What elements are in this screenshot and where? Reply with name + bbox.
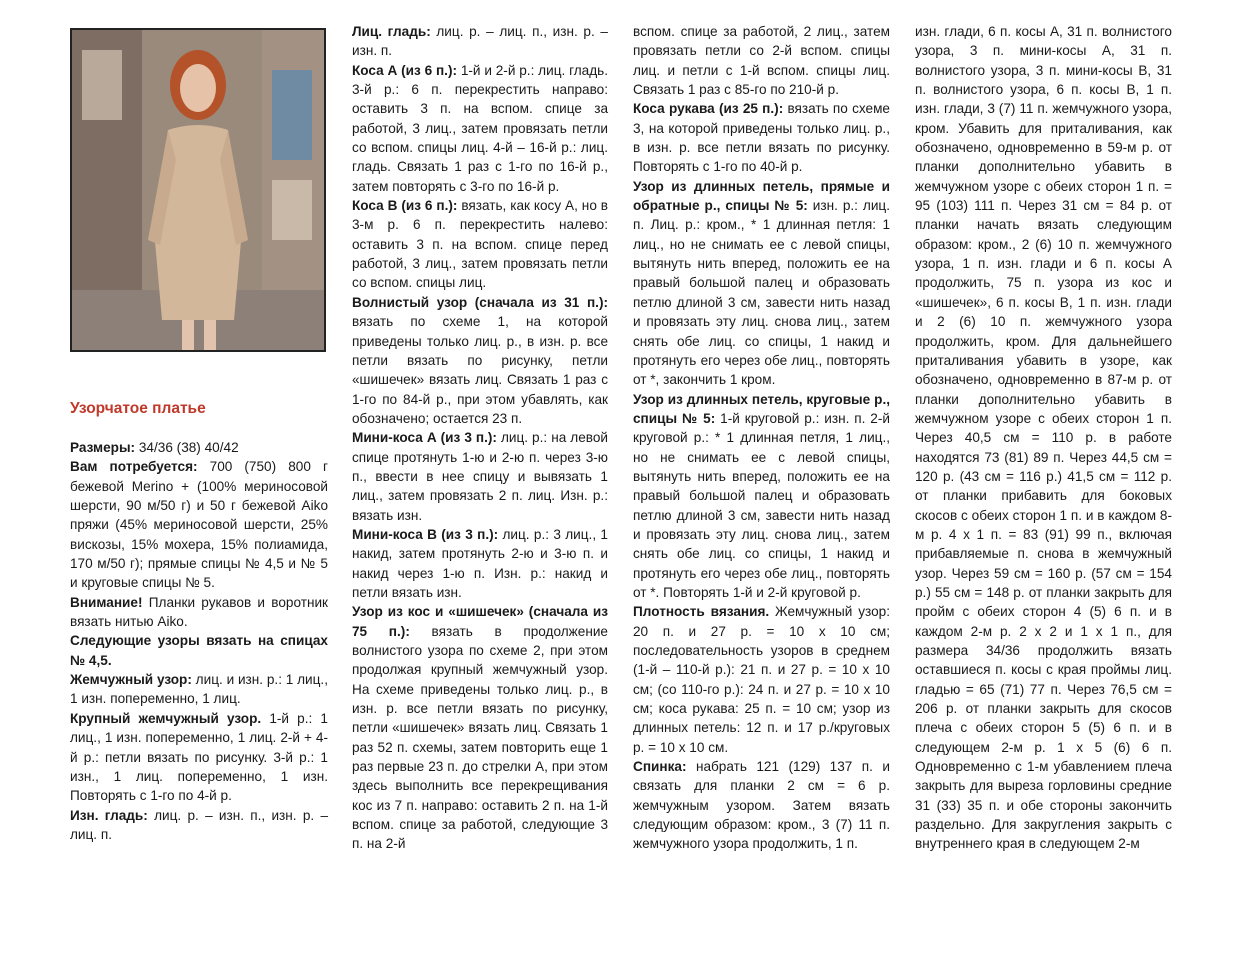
paragraph-heading: Следующие узоры вязать на спицах № 4,5. [70,633,328,668]
paragraph-text: вспом. спице за работой, 2 лиц., затем провязать петли со 2-й вспом. спицы лиц. и петли с 1-й вспом. спицы лиц. Связать 1 раз с 85-го по 210-й р. [633,24,890,98]
paragraph-heading: Размеры: [70,440,136,455]
paragraph [70,670,328,709]
paragraph [633,390,890,603]
paragraph-text: вязать по схеме 1, на которой приведены только лиц. р., в изн. р. все петли вязать по рисунку, петли «шишечек» вязать лиц. Связать 1 раз с 1-го по 84-й р., при этом убавлять, как обозначено; остается 23 п. [352,314,608,426]
paragraph-text: 1-й круговой р.: изн. п. 2-й круговой р.: * 1 длинная петля, 1 лиц., но не снимать ее с левой спицы, вытянуть нить вперед, положить ее на правый большой палец и образовать петлю длиной 3 см, завести нить назад и провязать эту лиц. снова лиц., затем снять обе лиц. со спицы, 1 накид и протянуть его через обе лиц., повторять от *. Повторять 1-й и 2-й круговой р. [633,410,890,600]
paragraph [352,293,608,428]
text-column-4 [915,22,1172,854]
page-title: Узорчатое платье [70,400,206,417]
paragraph-text: 34/36 (38) 40/42 [135,440,239,455]
paragraph [70,457,328,592]
paragraph [70,631,328,670]
paragraph-heading: Волнистый узор (сначала из 31 п.): [352,294,608,310]
paragraph [633,757,890,854]
paragraph [633,99,890,176]
paragraph [352,602,608,853]
paragraph-text: лиц. и изн. р.: 1 лиц., 1 изн. попеременно, 1 лиц. [70,672,328,707]
paragraph-heading: Мини-коса А (из 3 п.): [352,430,497,446]
text-column-3 [633,22,890,854]
paragraph-heading: Плотность вязания. [633,604,770,620]
paragraph [352,196,608,293]
paragraph-text: лиц. р. – лиц. п., изн. р. – изн. п. [352,24,608,59]
dress-photo [70,28,326,352]
paragraph-text: лиц. р. – изн. п., изн. р. – лиц. п. [70,807,329,842]
paragraph-heading: Вам потребуется: [70,459,198,475]
paragraph [70,709,328,806]
paragraph-text: Жемчужный узор: 20 п. и 27 р. = 10 х 10 см; последовательность узоров в среднем (1-й – 110-й р.): 21 п. и 27 р. = 10 х 10 см; (со 110-го р.): 24 п. и 27 р. = 10 х 10 см; коса рукава: 25 п. = 10 см; узор из длинных петель: 12 п. и 17 р./круговых р. = 10 х 10 см. [633,604,890,755]
paragraph-heading: Мини-коса В (из 3 п.): [352,526,499,542]
paragraph [70,593,328,632]
paragraph [633,22,890,99]
paragraph-text: вязать по схеме 3, на которой приведены только лиц. р., в изн. р. все петли вязать по рисунку. Повторять с 1-го по 40-й р. [633,101,890,175]
paragraph-heading: Коса В (из 6 п.): [352,198,458,214]
paragraph-text: 1-й р.: 1 лиц., 1 изн. попеременно, 1 лиц. 2-й + 4-й р.: петли вязать по рисунку. 3-й р.: 1 изн., 1 лиц. попеременно, 1 изн. Повторять с 1-го по 4-й р. [70,710,328,804]
paragraph-text: изн. глади, 6 п. косы А, 31 п. волнистого узора, 3 п. мини-косы А, 31 п. волнистого узора, 3 п. мини-косы В, 31 п. волнистого узора, 6 п. косы В, 1 п. изн. глади, 3 (7) 11 п. жемчужного узора, кром. Убавить для приталивания, как обозначено, одновременно в 59-м р. от планки дополнительно убавить в жемчужном узоре с обеих сторон 1 п. = 95 (103) 111 п. Через 31 см = 84 р. от планки начать вязать следующим образом: кром., 2 (6) 10 п. жемчужного узора, 1 п. изн. глади и 6 п. косы А продолжить, 75 п. узора из кос и «шишечек», 6 п. косы В, 1 п. изн. глади и 2 (6) 10 п. жемчужного узора продолжить, кром. Для дальнейшего приталивания убавить в узоре, как обозначено, одновременно в 87-м р. от планки дополнительно убавить в жемчужном узоре с обеих сторон 1 п. Через 40,5 см = 110 р. в работе находятся 73 (81) 89 п. Через 44,5 см = 120 р. (43 см = 116 р.) 41,5 см = 112 р. от планки прибавить для боковых скосов с обеих сторон 1 п. и в каждом 8-м р. 4 х 1 п. = 83 (91) 99 п., включая прибавляемые п. снова в жемчужный узор. Через 59 см = 160 р. (57 см = 154 р.) 55 см = 148 р. от планки закрыть для пройм с обеих сторон 4 (5) 6 п. и в каждом 2-м р. 2 х 2 и 1 х 1 п., для размера 34/36 продолжить вязать оставшиеся п. косы с края проймы лиц. гладью = 65 (71) 77 п. Через 76,5 см = 206 р. от планки закрыть для скосов плеча с обеих сторон 5 (5) 6 п. и в следующем 2-м р. 1 х 5 (6) 6 п. Одновременно с 1-м убавлением плеча закрыть для выреза горловины средние 31 (33) 35 п. и обе стороны закончить раздельно. Для закругления закрыть с внутреннего края в следующем 2-м [915,24,1172,852]
paragraph [633,602,890,757]
paragraph-heading: Узор из длинных петель, прямые и обратные р., спицы № 5: [633,178,890,214]
text-column-1 [70,438,328,844]
paragraph-text: лиц. р.: 3 лиц., 1 накид, затем протянуть 2-ю и 3-ю п. и накид через 1-ю п. Изн. р.: накид и петли вязать изн. [352,526,608,600]
paragraph-text: вязать в продолжение волнистого узора по схеме 2, при этом продолжая крупный жемчужный узор. На схеме приведены только лиц. р., в изн. р. все петли вязать по рисунку, петли «шишечек» вязать лиц. Связать 1 раз 52 п. схемы, затем повторить еще 1 раз первые 23 п. до стрелки А, при этом здесь выполнить все перекрещивания кос из 7 п. направо: оставить 2 п. на 1-й вспом. спице за работой, следующие 3 п. на 2-й [352,623,608,852]
paragraph-text: вязать, как косу А, но в 3-м р. 6 п. перекрестить налево: оставить 3 п. на вспом. спице перед работой, 3 лиц., затем провязать петли со вспом. спицы лиц. [352,198,609,291]
paragraph-heading: Внимание! [70,594,143,610]
paragraph-heading: Спинка: [633,759,687,775]
paragraph [352,428,608,525]
paragraph [70,806,328,845]
paragraph-heading: Коса А (из 6 п.): [352,62,458,78]
paragraph [633,177,890,390]
paragraph [915,22,1172,854]
paragraph [352,22,608,61]
paragraph [70,438,328,457]
paragraph-heading: Узор из длинных петель, круговые р., спицы № 5: [633,391,890,426]
paragraph-text: изн. р.: лиц. п. Лиц. р.: кром., * 1 длинная петля: 1 лиц., но не снимать ее с левой спицы, вытянуть нить вперед, положить ее на правый большой палец и образовать петлю длиной 3 см, завести нить назад и провязать эту лиц. снова лиц., затем снять обе лиц. со спицы, 1 накид и протянуть его через обе лиц., повторять от *, закончить 1 кром. [633,198,890,388]
paragraph-text: набрать 121 (129) 137 п. и связать для планки 2 см = 6 р. жемчужным узором. Затем вязать следующим образом: кром., 3 (7) 11 п. жемчужного узора продолжить, 1 п. [633,759,890,852]
paragraph-text: 700 (750) 800 г бежевой Merino + (100% мериносовой шерсти, 90 м/50 г) и 50 г бежевой Aiko пряжи (45% мериносовой шерсти, 25% вискозы, 15% мохера, 15% полиамида, 170 м/50 г); прямые спицы № 4,5 и № 5 и круговые спицы № 5. [70,459,328,591]
text-column-2 [352,22,608,854]
paragraph-text: Планки рукавов и воротник вязать нитью Aiko. [70,594,328,630]
paragraph-heading: Изн. гладь: [70,807,148,823]
paragraph-heading: Лиц. гладь: [352,24,431,39]
paragraph [352,61,608,196]
paragraph [352,525,608,602]
paragraph-heading: Коса рукава (из 25 п.): [633,101,784,117]
paragraph-heading: Жемчужный узор: [70,672,192,688]
paragraph-text: 1-й и 2-й р.: лиц. гладь. 3-й р.: 6 п. перекрестить направо: оставить 3 п. на вспом. спице за работой, 3 лиц., затем провязать петли со вспом. спицы лиц. 4-й – 16-й р.: лиц. гладь. Связать 1 раз с 1-го по 16-й р., затем повторять с 3-го по 16-й р. [352,62,609,194]
paragraph-heading: Узор из кос и «шишечек» (сначала из 75 п.): [352,604,608,639]
paragraph-heading: Крупный жемчужный узор. [70,710,262,726]
paragraph-text: лиц. р.: на левой спице протянуть 1-ю и 2-ю п. через 3-ю п., ввести в нее спицу и вывязать 1 лиц., затем провязать 2 п. лиц. Изн. р.: вязать изн. [352,430,608,523]
